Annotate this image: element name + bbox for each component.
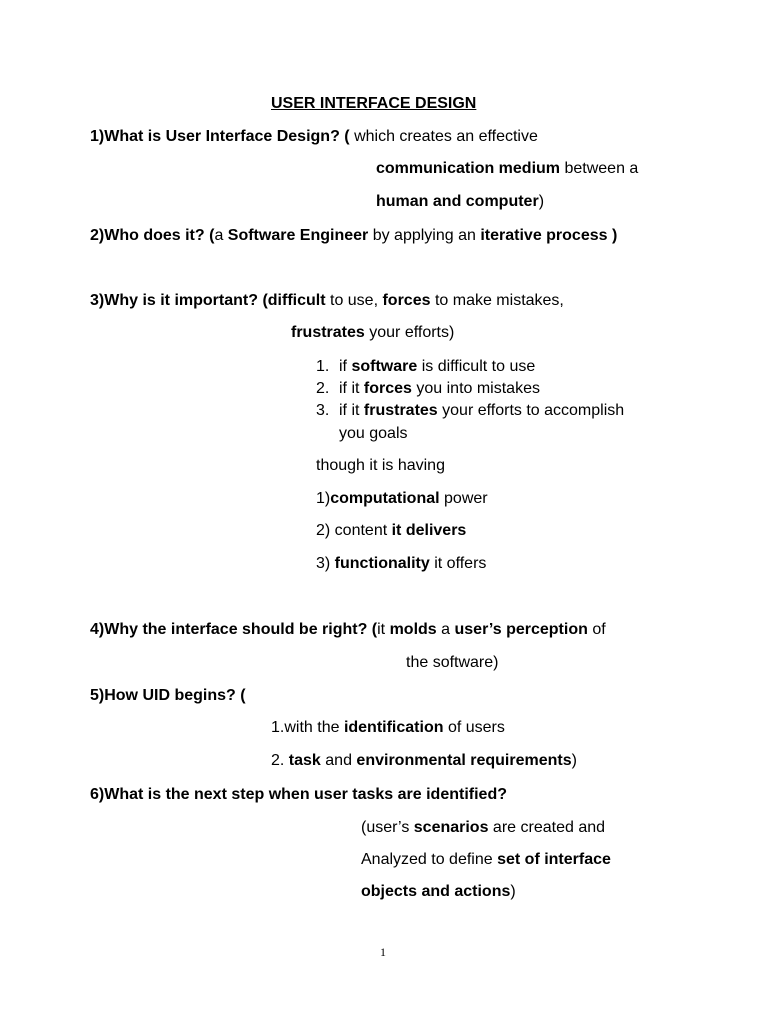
answer-text: to use, xyxy=(325,292,383,309)
answer-text: your efforts) xyxy=(364,324,455,341)
question-1-text: 1)What is User Interface Design? ( xyxy=(90,128,350,145)
answer-emphasis: task xyxy=(288,752,321,769)
list-number: 1. xyxy=(316,358,330,375)
list-emphasis: frustrates xyxy=(363,402,438,419)
answer-text: to make mistakes, xyxy=(430,292,564,309)
question-2 xyxy=(90,226,617,246)
list-item xyxy=(316,357,329,377)
answer-emphasis: user’s perception xyxy=(454,621,588,638)
answer-emphasis: set of interface xyxy=(497,851,611,868)
answer-text: Analyzed to define xyxy=(361,851,498,868)
answer-emphasis: identification xyxy=(343,719,444,736)
answer-text: it xyxy=(377,621,390,638)
list-emphasis: forces xyxy=(363,380,412,397)
list-item-continuation: you goals xyxy=(339,425,408,442)
list-item-text xyxy=(339,401,624,421)
list-item xyxy=(316,379,329,399)
having-emphasis: computational xyxy=(330,490,440,507)
page-number: 1 xyxy=(380,945,386,959)
answer-emphasis: molds xyxy=(389,621,437,638)
having-emphasis: functionality xyxy=(334,555,430,572)
answer-emphasis: scenarios xyxy=(413,819,489,836)
question-2-text: 2)Who does it? ( xyxy=(90,227,215,244)
list-text: if it xyxy=(339,380,364,397)
answer-5-line-1 xyxy=(271,718,505,738)
question-6-text: 6)What is the next step when user tasks are identified? xyxy=(90,786,507,803)
list-emphasis: software xyxy=(351,358,418,375)
answer-emphasis: iterative process ) xyxy=(480,227,618,244)
answer-6-line-1 xyxy=(361,818,605,838)
answer-5-line-2 xyxy=(271,751,577,771)
answer-text: are created and xyxy=(488,819,606,836)
list-text: if xyxy=(339,358,352,375)
list-item-text xyxy=(339,379,540,399)
answer-emphasis: communication medium xyxy=(376,160,561,177)
question-1 xyxy=(90,127,538,147)
answer-emphasis: human and computer xyxy=(376,193,539,210)
answer-text: ) xyxy=(538,193,545,210)
answer-text: 1.with the xyxy=(271,719,344,736)
list-text: if it xyxy=(339,402,364,419)
answer-text: and xyxy=(320,752,357,769)
list-item xyxy=(316,401,329,421)
question-4-text: 4)Why the interface should be right? ( xyxy=(90,621,378,638)
answer-text: of xyxy=(587,621,606,638)
having-emphasis: it delivers xyxy=(391,522,467,539)
question-5 xyxy=(90,686,246,706)
having-text: it offers xyxy=(429,555,487,572)
page-title: USER INTERFACE DESIGN xyxy=(271,95,477,112)
question-4 xyxy=(90,620,606,640)
list-text: your efforts to accomplish xyxy=(437,402,625,419)
question-3 xyxy=(90,291,564,311)
list-number: 3. xyxy=(316,402,330,419)
answer-text: a xyxy=(214,227,228,244)
having-text: 1) xyxy=(316,490,331,507)
list-text: is difficult to use xyxy=(417,358,536,375)
answer-text: a xyxy=(436,621,455,638)
having-item xyxy=(316,554,486,574)
answer-text: 2. xyxy=(271,752,289,769)
question-6 xyxy=(90,785,507,805)
answer-text: between a xyxy=(560,160,639,177)
having-text: 2) content xyxy=(316,522,392,539)
answer-4-line-2: the software) xyxy=(406,654,499,671)
having-text: power xyxy=(439,490,488,507)
answer-6-line-2 xyxy=(361,850,611,870)
having-text: 3) xyxy=(316,555,335,572)
answer-emphasis: frustrates xyxy=(291,324,365,341)
answer-1-line-2 xyxy=(376,159,638,179)
answer-text: ) xyxy=(571,752,577,769)
answer-text: of users xyxy=(443,719,505,736)
having-item xyxy=(316,521,466,541)
answer-emphasis: difficult xyxy=(267,292,326,309)
answer-6-line-3 xyxy=(361,882,516,902)
having-item xyxy=(316,489,488,509)
answer-text: by applying an xyxy=(368,227,481,244)
answer-emphasis: Software Engineer xyxy=(227,227,369,244)
answer-3-line-2 xyxy=(291,323,454,343)
answer-1-line-3 xyxy=(376,192,544,212)
question-3-text: 3)Why is it important? ( xyxy=(90,292,268,309)
answer-emphasis: forces xyxy=(382,292,431,309)
answer-emphasis: objects and actions xyxy=(361,883,511,900)
answer-text: which creates an effective xyxy=(349,128,538,145)
list-item-text xyxy=(339,357,535,377)
question-5-text: 5)How UID begins? ( xyxy=(90,687,246,704)
though-text: though it is having xyxy=(316,457,445,474)
list-number: 2. xyxy=(316,380,330,397)
answer-text: (user’s xyxy=(361,819,414,836)
answer-emphasis: environmental requirements xyxy=(356,752,572,769)
answer-text: ) xyxy=(510,883,516,900)
list-text: you into mistakes xyxy=(411,380,540,397)
